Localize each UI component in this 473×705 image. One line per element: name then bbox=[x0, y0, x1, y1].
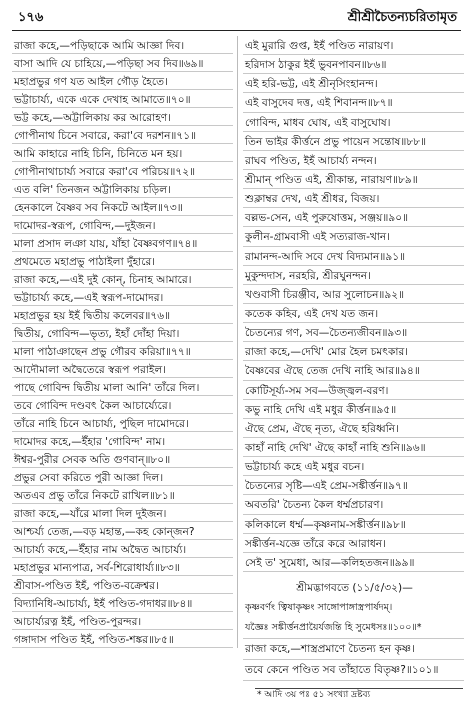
right-column bbox=[243, 36, 464, 572]
sanskrit-verse-line: যজ্ঞৈঃ সঙ্কীর্ত্তনপ্রায়ৈর্যজন্তি হি সুমেধসঃ॥১০০॥* bbox=[243, 618, 464, 639]
verse-line: বল্লভ-সেন, এই পুরুষোত্তম, সঞ্জয়॥৯০॥ bbox=[243, 208, 464, 227]
verse-line: রাঘব পণ্ডিত, ইহঁ আচার্য্য নন্দন। bbox=[243, 151, 464, 170]
verse-line: হেনকালে বৈষ্ণব সব নিকটে আইল॥৭৩॥ bbox=[12, 198, 233, 216]
verse-line: বাসা আদি যে চাহিয়ে,—পড়িছা সব দিব॥৬৯॥ bbox=[12, 54, 233, 72]
verse-line: দ্বিতীয়, গোবিন্দ—ভৃত্য, ইহাঁ দোঁহা দিয়া। bbox=[12, 324, 233, 342]
verse-line: গঙ্গাদাস পণ্ডিত ইহঁ, পণ্ডিত-শঙ্কর॥৮৫॥ bbox=[12, 630, 233, 648]
verse-line: শ্রীবাস-পণ্ডিত ইহঁ, পণ্ডিত-বক্রেশ্বর। bbox=[12, 576, 233, 594]
verse-line: গোবিন্দ, মাধব ঘোষ, এই বাসুঘোষ। bbox=[243, 113, 464, 132]
verse-line: অবতরি' চৈতন্য কৈল ধর্ম্মপ্রচারণ। bbox=[243, 495, 464, 514]
verse-line: শ্রীমান্ পণ্ডিত এই, শ্রীকান্ত, নারায়ণ॥৮৯॥ bbox=[243, 170, 464, 189]
verse-line: প্রভুর সেবা করিতে পুরী আজ্ঞা দিল। bbox=[12, 468, 233, 486]
verse-line: কভু নাহি দেখি এই মধুর কীর্ত্তন॥৯৫॥ bbox=[243, 400, 464, 419]
verse-line: ভট্ট কহে,—অট্টালিকায় কর আরোহণ। bbox=[12, 108, 233, 126]
verse-line: এই মুরারি গুপ্ত, ইহঁ পণ্ডিত নারায়ণ। bbox=[243, 36, 464, 55]
verse-line: সেই ত' সুমেধা, আর—কলিহতজন॥৯৯॥ bbox=[243, 553, 464, 572]
verse-line: মহাপ্রভুর গণ যত আইল গৌড় হৈতে। bbox=[12, 72, 233, 90]
verse-line: মহাপ্রভুর মান্যপাত্র, সর্ব-শিরোধার্য্য॥৮৩॥ bbox=[12, 558, 233, 576]
verse-line: গোপীনাথাচার্য্য সবারে করা'বে পরিচয়॥৭২॥ bbox=[12, 162, 233, 180]
footnote: * আদি ৩য় পঃ ৫১ সংখ্যা দ্রষ্টব্য bbox=[255, 688, 463, 702]
verse-line: ভট্টাচার্য্য, একে একে দেখাহ আমাতে॥৭০॥ bbox=[12, 90, 233, 108]
verse-line: দামোদর কহে,—ইঁহার 'গোবিন্দ' নাম। bbox=[12, 432, 233, 450]
page-header bbox=[12, 6, 461, 31]
verse-line: ভট্টাচার্য্য কহে,—এই স্বরূপ-দামোদর। bbox=[12, 288, 233, 306]
scripture-reference bbox=[243, 578, 464, 681]
verse-line: রাজা কহে,—পড়িছাকে আমি আজ্ঞা দিব। bbox=[12, 36, 233, 54]
verse-line: প্রথমেতে মহাপ্রভু পাঠাইলা দুঁহারে। bbox=[12, 252, 233, 270]
verse-line: বৈষ্ণবের ঐছে তেজ দেখি নাহি আর॥৯৪॥ bbox=[243, 361, 464, 380]
verse-line: ঈশ্বর-পুরীর সেবক অতি গুণবান্॥৮০॥ bbox=[12, 450, 233, 468]
verse-line: দামোদর-স্বরূপ, গোবিন্দ,—দুইজন। bbox=[12, 216, 233, 234]
verse-line: তবে কেনে পণ্ডিত সব তাঁহাতে বিতৃষ্ণ?॥১০১॥ bbox=[243, 660, 464, 681]
verse-line: রাজা কহে,—যাঁরে মালা দিল দুইজন। bbox=[12, 504, 233, 522]
verse-line: রাজা কহে,—এই দুই কোন্, চিনাহ আমারে। bbox=[12, 270, 233, 288]
verse-line: এই হরি-ভট্ট, এই শ্রীনৃসিংহানন্দ। bbox=[243, 74, 464, 93]
verse-line: আমি কাহারে নাহি চিনি, চিনিতে মন হয়। bbox=[12, 144, 233, 162]
reference-source: শ্রীমদ্ভাগবতে (১১/৫/৩২)— bbox=[296, 582, 413, 594]
verse-line: আদৌমালা অদ্বৈতেরে স্বরূপ পরাইল। bbox=[12, 360, 233, 378]
verse-line: রাজা কহে,—শাস্ত্রপ্রমাণে চৈতন্য হন কৃষ্ণ। bbox=[243, 639, 464, 660]
verse-line: অতএব প্রভু তাঁরে নিকটে রাখিল॥৮১॥ bbox=[12, 486, 233, 504]
verse-line: সঙ্কীর্ত্তন-যজ্ঞে তাঁরে করে আরাধন। bbox=[243, 534, 464, 553]
page-number: ১৭৬ bbox=[18, 10, 44, 25]
verse-line: চৈতন্যের গণ, সব—চৈতন্যজীবন॥৯৩॥ bbox=[243, 323, 464, 342]
verse-line: এত বলি' তিনজন অট্টালিকায় চড়িল। bbox=[12, 180, 233, 198]
verse-line: কতেক কহিব, এই দেখ যত জন। bbox=[243, 304, 464, 323]
verse-line: কুলীন-গ্রামবাসী এই সত্যরাজ-খান। bbox=[243, 227, 464, 246]
verse-line: আচার্য্যরত্ন ইহঁ, পণ্ডিত-পুরন্দর। bbox=[12, 612, 233, 630]
verse-line: আশ্চর্য্য তেজ,—বড় মহান্ত,—কহ কোন্‌জন? bbox=[12, 522, 233, 540]
book-title: শ্রীশ্রীচৈতন্যচরিতামৃত bbox=[347, 10, 457, 25]
verse-line: কোটিসূর্য্য-সম সব—উজ্জ্বল-বরণ। bbox=[243, 381, 464, 400]
verse-line: পাছে গোবিন্দ দ্বিতীয় মালা আনি' তাঁরে দিল। bbox=[12, 378, 233, 396]
verse-line: খণ্ডবাসী চিরঞ্জীব, আর সুলোচন॥৯২॥ bbox=[243, 285, 464, 304]
verse-line: এই বাসুদেব দত্ত, এই শিবানন্দ॥৮৭॥ bbox=[243, 93, 464, 112]
verse-line: কাহাঁ নাহি দেখি' ঐছে কাহাঁ নাহি শুনি॥৯৬॥ bbox=[243, 438, 464, 457]
verse-line: বিদ্যানিধি-আচার্য্য, ইহঁ পণ্ডিত-গদাধর॥৮৪॥ bbox=[12, 594, 233, 612]
verse-line: মালা প্রসাদ লঞা যায়, যাঁহা বৈষ্ণবগণ॥৭৪॥ bbox=[12, 234, 233, 252]
verse-line: তবে গোবিন্দ দণ্ডবৎ কৈল আচার্য্যেরে। bbox=[12, 396, 233, 414]
verse-line: ঐছে প্রেম, ঐছে নৃত্য, ঐছে হরিধ্বনি। bbox=[243, 419, 464, 438]
verse-line: হরিদাস ঠাকুর ইহঁ ভুবনপাবন॥৮৬॥ bbox=[243, 55, 464, 74]
verse-line: গোপীনাথ চিনে সবারে, করা'বে দরশন॥৭১॥ bbox=[12, 126, 233, 144]
verse-line: মালা পাঠাঞাছেন প্রভু গৌরব করিয়া॥৭৭॥ bbox=[12, 342, 233, 360]
verse-line: শুক্লাম্বর দেখ, এই শ্রীধর, বিজয়। bbox=[243, 189, 464, 208]
verse-line: তাঁরে নাহি চিনে আচার্য্য, পুছিল দামোদরে। bbox=[12, 414, 233, 432]
left-column bbox=[12, 36, 233, 648]
verse-line: মহাপ্রভুর হয় ইহঁ দ্বিতীয় কলেবর॥৭৬॥ bbox=[12, 306, 233, 324]
verse-line: রাজা কহে,—দেখি' মোর হৈল চমৎকার। bbox=[243, 342, 464, 361]
column-divider bbox=[237, 36, 238, 648]
sanskrit-verse-line: কৃষ্ণবর্ণং ত্বিষাকৃষ্ণং সাঙ্গোপাঙ্গাস্ত্রপার্ষদম্। bbox=[245, 602, 393, 613]
verse-line: ভট্টাচার্য্য কহে এই মধুর বচন। bbox=[243, 457, 464, 476]
verse-line: মুকুন্দদাস, নরহরি, শ্রীরঘুনন্দন। bbox=[243, 266, 464, 285]
verse-line: চৈতন্যের সৃষ্টি—এই প্রেম-সঙ্কীর্ত্তন॥৯৭॥ bbox=[243, 476, 464, 495]
verse-line: তিন ভাইর কীর্ত্তনে প্রভু পায়েন সন্তোষ॥৮৮॥ bbox=[243, 132, 464, 151]
verse-line: রামানন্দ-আদি সবে দেখ বিদ্যমান॥৯১॥ bbox=[243, 247, 464, 266]
verse-line: আচার্য্য কহে,—ইঁহার নাম অদ্বৈত আচার্য্য। bbox=[12, 540, 233, 558]
verse-line: কলিকালে ধর্ম্ম—কৃষ্ণনাম-সঙ্কীর্ত্তন॥৯৮॥ bbox=[243, 515, 464, 534]
